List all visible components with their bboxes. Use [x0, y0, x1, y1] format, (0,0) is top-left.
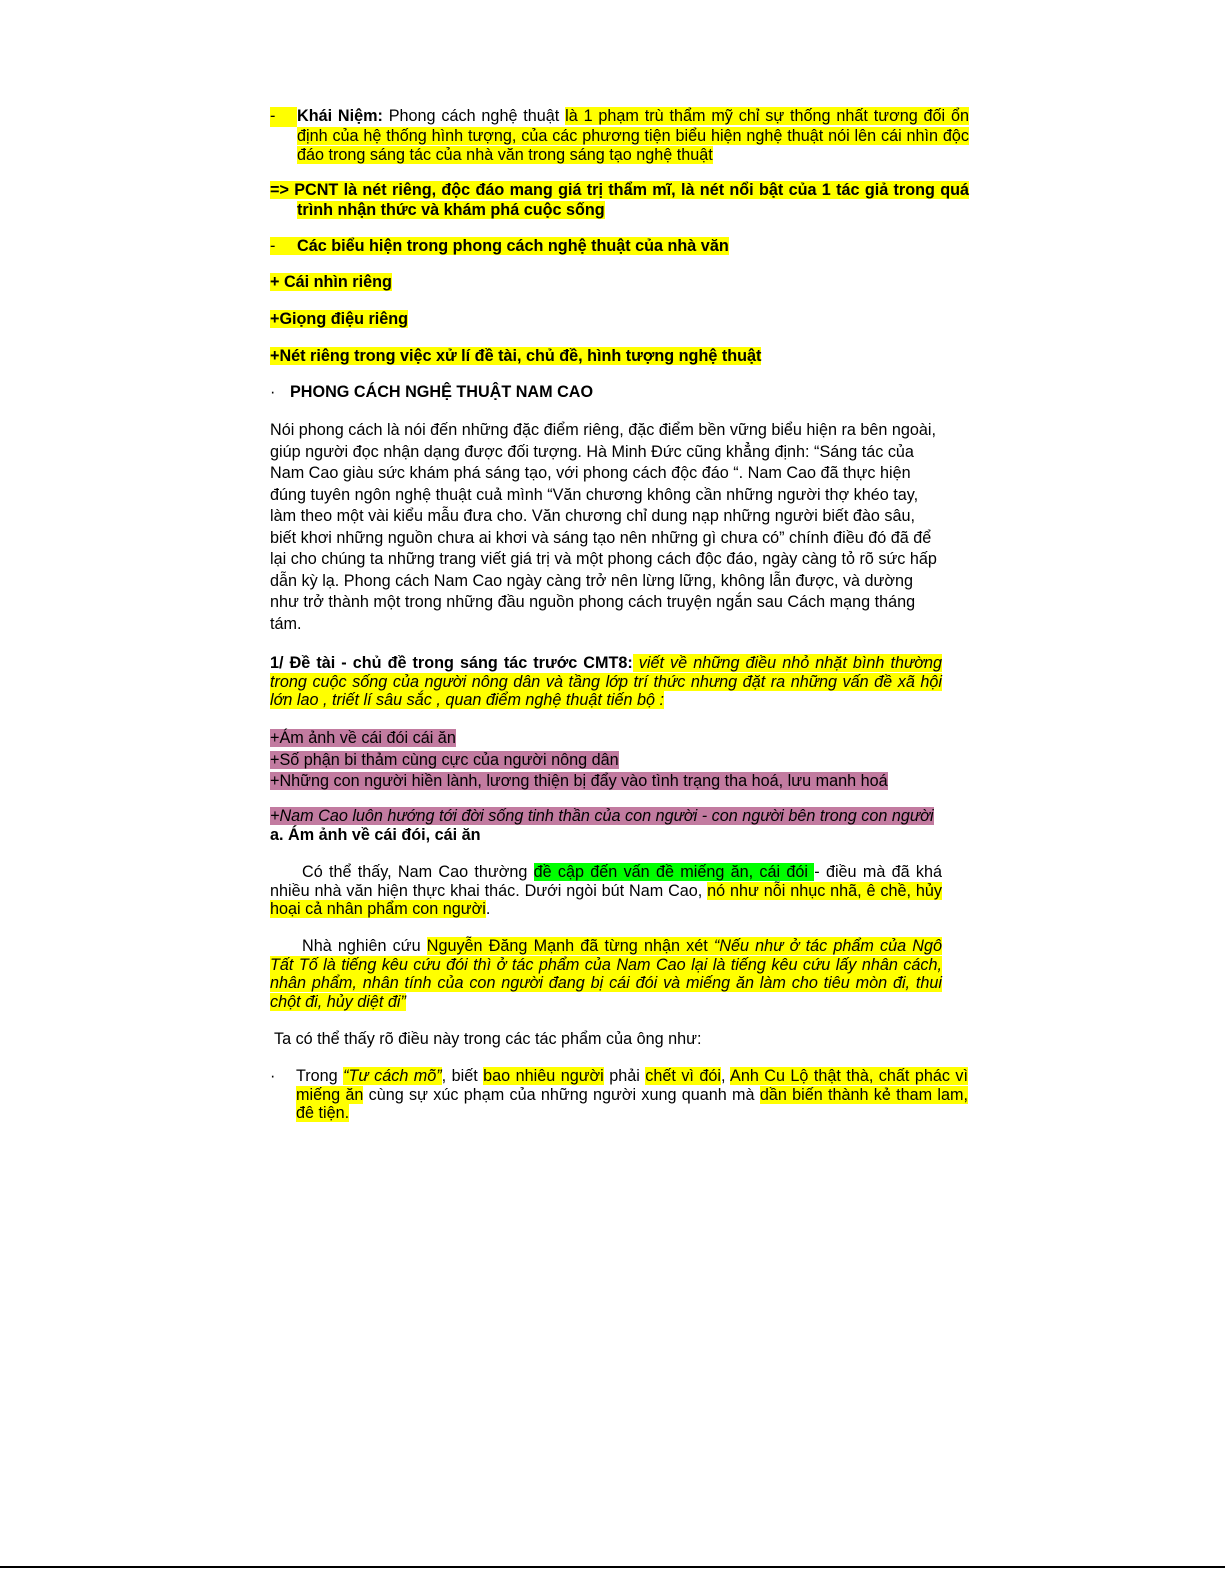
pcnt-paragraph — [270, 181, 969, 220]
bullet-marker: · — [270, 1067, 276, 1085]
topic-italic: viết về những điều nhỏ nhặt bình thường trong cuộc sống của người nông dân và tầng lớp trí thức nhưng đặt ra những vấn đề xã hội lớn lao , triết lí sâu sắc , quan điểm nghệ thuật tiến bộ : — [270, 654, 943, 709]
pcnt-text: => PCNT là nét riêng, độc đáo mang giá trị thẩm mĩ, là nét nổi bật của 1 tác giả trong quá trình nhận thức và khám phá cuộc sống — [270, 181, 969, 219]
intro-paragraph: Nói phong cách là nói đến những đặc điểm riêng, đặc điểm bền vững biểu hiện ra bên ngoài, giúp người đọc nhận dạng được đối tượng. Hà Minh Đức cũng khẳng định: “Sáng tác của Nam Cao giàu sức khám phá sáng tạo, với phong cách độc đáo “. Nam Cao đã thực hiện đúng tuyên ngôn nghệ thuật cuả mình “Văn chương không cần những người thợ khéo tay, làm theo một vài kiểu mẫu đưa cho. Văn chương chỉ dung nạp những người biết đào sâu, biết khơi những nguồn chưa ai khơi và sáng tạo nên những gì chưa có” chính điều đó đã để lại cho chúng ta những trang viết giá trị và một phong cách độc đáo, ngày càng tỏ rõ sức hấp dẫn kỳ lạ. Phong cách Nam Cao ngày càng trở nên lừng lững, không lẫn được, và dường như trở thành một trong những đầu nguồn phong cách truyện ngắn sau Cách mạng tháng tám. — [270, 421, 937, 633]
item-own-tone: +Giọng điệu riêng — [270, 310, 409, 328]
item-own-theme: +Nét riêng trong việc xử lí đề tài, chủ đề, hình tượng nghệ thuật — [270, 347, 762, 365]
page-bottom-border — [0, 1566, 1225, 1568]
purple-list — [270, 728, 942, 793]
dash-marker: - — [270, 107, 297, 127]
dash-marker: - — [270, 237, 276, 255]
purple-italic-line: +Nam Cao luôn hướng tới đời sống tinh thần của con người - con người bên trong con người — [270, 807, 934, 825]
purple-item: +Những con người hiền lành, lương thiện bị đẩy vào tình trạng tha hoá, lưu manh hoá — [270, 772, 888, 790]
quote-highlight: “Nếu như ở tác phẩm của Ngô Tất Tố là tiếng kêu cứu đói thì ở tác phẩm của Nam Cao lại là tiếng kêu cứu lấy nhân cách, nhân phẩm, nhân tính của con người đang bị cái đói và miếng ăn làm cho tiêu mòn đi, thui chột đi, hủy diệt đi” — [270, 937, 942, 1011]
subheading-a: a. Ám ảnh về cái đói, cái ăn — [270, 826, 481, 844]
concept-paragraph — [270, 107, 969, 166]
concept-highlight: là 1 phạm trù thẩm mỹ chỉ sự thống nhất tương đối ổn định của hệ thống hình tượng, của các phương tiện biểu hiện nghệ thuật nói lên cái nhìn độc đáo trong sáng tác của nhà văn trong sáng tạo nghệ thuật — [297, 107, 969, 164]
yellow-highlight: nó như nỗi nhục nhã, ê chề, hủy hoại cả nhân phẩm con người — [270, 881, 942, 918]
purple-item: +Số phận bi thảm cùng cực của người nông dân — [270, 750, 619, 769]
topic-paragraph — [270, 654, 942, 710]
item-own-view: + Cái nhìn riêng — [270, 273, 392, 291]
paragraph-b: Nhà nghiên cứu Nguyễn Đăng Mạnh đã từng nhận xét “Nếu như ở tác phẩm của Ngô Tất Tố là tiếng kêu cứu đói thì ở tác phẩm của Nam Cao lại là tiếng kêu cứu lấy nhân cách, nhân phẩm, nhân tính của con người đang bị cái đói và miếng ăn làm cho tiêu mòn đi, thui chột đi, hủy diệt đi” — [270, 937, 942, 1011]
concept-label: Khái Niệm: — [297, 107, 383, 125]
section-heading — [270, 383, 942, 403]
bullet-marker: · — [270, 383, 276, 401]
section-heading-text: PHONG CÁCH NGHỆ THUẬT NAM CAO — [290, 383, 594, 401]
purple-item: +Ám ảnh về cái đói cái ăn — [270, 729, 456, 747]
concept-plain: Phong cách nghệ thuật — [382, 107, 566, 125]
yellow-highlight: Nguyễn Đăng Mạnh đã từng nhận xét — [426, 937, 714, 955]
expressions-heading — [270, 237, 942, 257]
paragraph-a: Có thể thấy, Nam Cao thường đề cập đến vấn đề miếng ăn, cái đói - điều mà đã khá nhiều nhà văn hiện thực khai thác. Dưới ngòi bút Nam Cao, nó như nỗi nhục nhã, ê chề, hủy hoại cả nhân phẩm con người. — [270, 863, 942, 918]
expressions-text: Các biểu hiện trong phong cách nghệ thuật của nhà văn — [297, 237, 729, 255]
paragraph-d: · Trong “Tư cách mõ”, biết bao nhiêu người phải chết vì đói, Anh Cu Lộ thật thà, chất phác vì miếng ăn cùng sự xúc phạm của những người xung quanh mà dần biến thành kẻ tham lam, đê tiện. — [270, 1067, 969, 1122]
green-highlight: đề cập đến vấn đề miếng ăn, cái đói — [533, 863, 815, 881]
paragraph-c: Ta có thể thấy rõ điều này trong các tác phẩm của ông như: — [274, 1030, 702, 1048]
topic-label: 1/ Đề tài - chủ đề trong sáng tác trước CMT8: — [270, 654, 633, 672]
